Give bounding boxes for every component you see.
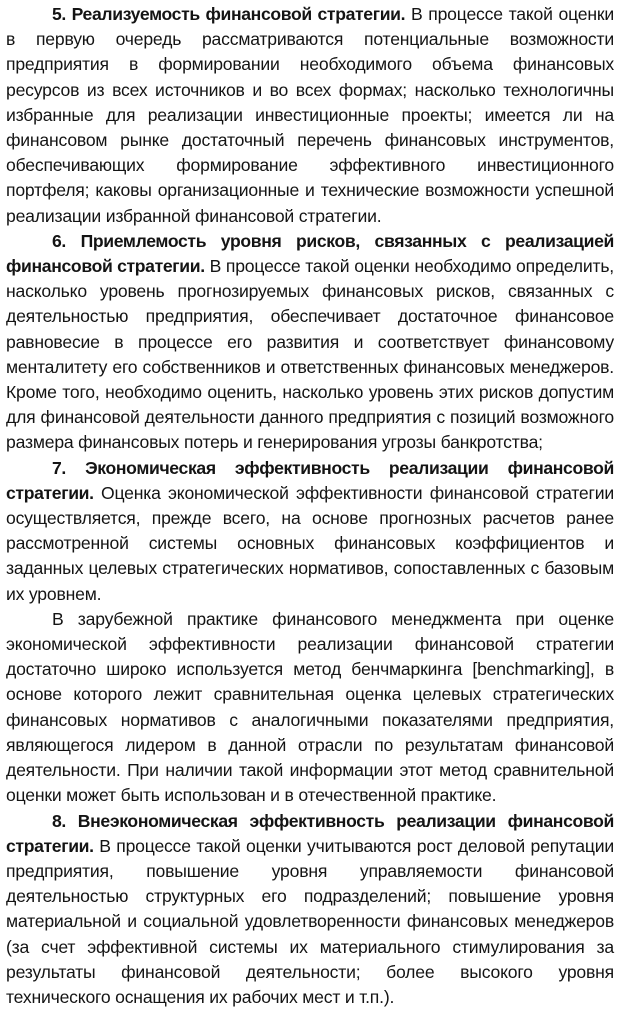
paragraph-heading: 5. Реализуемость финансовой стратегии. <box>52 4 405 24</box>
paragraph-heading: 7. Экономическая эффективность реализации финансовой стратегии. <box>6 458 614 503</box>
paragraph-heading: 8. Внеэкономическая эффективность реализации финансовой стратегии. <box>6 811 614 856</box>
paragraph-risk-acceptability <box>6 229 614 456</box>
paragraph-body: Оценка экономической эффективности финансовой стратегии осуществляется, прежде всего, на основе прогнозных расчетов ранее рассмотренной системы основных финансовых коэффициентов и заданных целевых стратегических нормативов, сопоставленных с базовым их уровнем. <box>6 483 614 604</box>
paragraph-non-economic-efficiency <box>6 809 614 1010</box>
paragraph-economic-efficiency <box>6 456 614 607</box>
paragraph-body: В процессе такой оценки в первую очередь рассматриваются потенциальные возможности предприятия в формировании необходимого объема финансовых ресурсов из всех источников и во всех формах; насколько технологичны избранные для реализации инвестиционные проекты; имеется ли на финансовом рынке достаточный перечень финансовых инструментов, обеспечивающих формирование эффективного инвестиционного портфеля; каковы организационные и технические возможности успешной реализации избранной финансовой стратегии. <box>6 4 614 226</box>
paragraph-body: В процессе такой оценки учитываются рост деловой репутации предприятия, повышение уровня управляемости финансовой деятельностью структурных его подразделений; повышение уровня материальной и социальной удовлетворенности финансовых менеджеров (за счет эффективной системы их материального стимулирования за результаты финансовой деятельности; более высокого уровня технического оснащения их рабочих мест и т.п.). <box>6 836 614 1007</box>
paragraph-body: В процессе такой оценки необходимо определить, насколько уровень прогнозируемых финансовых рисков, связанных с деятельностью предприятия, обеспечивает достаточное финансовое равновесие в процессе его развития и соответствует финансовому менталитету его собственников и ответственных финансовых менеджеров. Кроме того, необходимо оценить, насколько уровень этих рисков допустим для финансовой деятельности данного предприятия с позиций возможного размера финансовых потерь и генерирования угрозы банкротства; <box>6 256 614 452</box>
paragraph-body: В зарубежной практике финансового менеджмента при оценке экономической эффективности реализации финансовой стратегии достаточно широко используется метод бенчмаркинга [benchmarking], в основе которого лежит сравнительная оценка целевых стратегических финансовых нормативов с аналогичными показателями предприятия, являющегося лидером в данной отрасли по результатам финансовой деятельности. При наличии такой информации этот метод сравнительной оценки может быть использован и в отечественной практике. <box>6 609 614 805</box>
paragraph-benchmarking <box>6 607 614 809</box>
paragraph-heading: 6. Приемлемость уровня рисков, связанных с реализацией финансовой стратегии. <box>6 231 614 276</box>
paragraph-realizability <box>6 2 614 229</box>
